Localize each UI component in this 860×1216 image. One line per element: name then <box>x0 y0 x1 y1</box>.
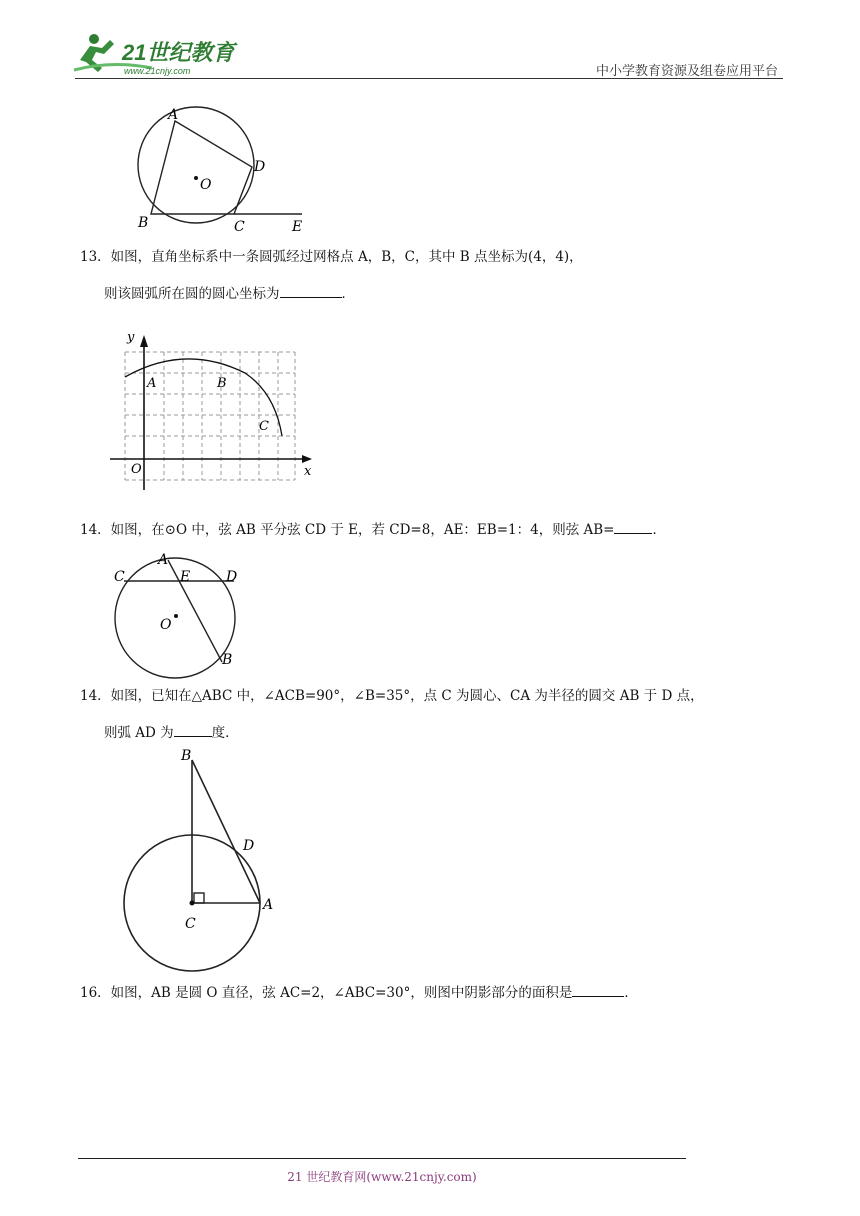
question-13-end: ． <box>341 286 355 302</box>
label-e: E <box>180 569 191 585</box>
label-e: E <box>292 219 303 235</box>
answer-blank-16[interactable] <box>572 982 624 997</box>
question-13-line2 <box>104 283 355 304</box>
figure-cyclic-quadrilateral <box>130 105 320 235</box>
label-a: A <box>158 552 169 568</box>
question-14a-text: 14．如图，在⊙O 中，弦 AB 平分弦 CD 于 E，若 CD=8，AE：EB=1：4，则弦 AB= <box>80 522 615 538</box>
question-14b-line1: 14．如图，已知在△ABC 中，∠ACB=90°，∠B=35°，点 C 为圆心、CA 为半径的圆交 AB 于 D 点， <box>80 688 704 704</box>
site-logo <box>72 30 242 78</box>
axis-y-label: y <box>127 330 135 345</box>
question-16-end: ． <box>624 985 638 1001</box>
label-d: D <box>226 569 238 585</box>
axis-x-label: x <box>304 464 312 479</box>
label-b: B <box>181 748 192 764</box>
answer-blank-14a[interactable] <box>614 519 652 534</box>
question-14b-line2 <box>104 722 239 743</box>
figure-circle-chords <box>110 548 245 680</box>
question-14a-line <box>80 519 666 540</box>
figure-right-triangle-circle <box>115 742 290 974</box>
figure-grid-arc <box>105 325 320 495</box>
question-14a-end: ． <box>652 522 666 538</box>
label-c: C <box>234 219 245 235</box>
question-14b-end: 度． <box>211 725 239 741</box>
footer-divider <box>78 1158 686 1159</box>
answer-blank-14b[interactable] <box>174 722 212 737</box>
question-16-line <box>80 982 638 1003</box>
point-c-label: C <box>259 419 269 434</box>
point-a-label: A <box>147 376 157 391</box>
label-b: B <box>222 652 233 668</box>
label-a: A <box>168 107 179 123</box>
label-d: D <box>254 159 266 175</box>
label-c: C <box>114 569 125 585</box>
label-d: D <box>243 838 255 854</box>
label-a: A <box>263 897 274 913</box>
question-13-line1: 13．如图，直角坐标系中一条圆弧经过网格点 A，B，C，其中 B 点坐标为(4，4)， <box>80 249 583 265</box>
question-13-text: 则该圆弧所在圆的圆心坐标为 <box>104 286 280 302</box>
logo-text: 21世纪教育 <box>122 40 235 65</box>
header-divider <box>75 78 783 79</box>
question-14b-text: 则弧 AD 为 <box>104 725 174 741</box>
label-b: B <box>138 215 149 231</box>
header-platform-name: 中小学教育资源及组卷应用平台 <box>595 64 778 79</box>
origin-label: O <box>131 462 142 477</box>
answer-blank-13[interactable] <box>280 283 342 298</box>
label-o: O <box>200 177 212 193</box>
logo-url: www.21cnjy.com <box>124 66 191 76</box>
point-b-label: B <box>217 376 227 391</box>
label-o: O <box>160 617 172 633</box>
label-c: C <box>185 916 196 932</box>
footer-link[interactable]: 21 世纪教育网(www.21cnjy.com) <box>287 1170 477 1184</box>
question-16-text: 16．如图，AB 是圆 O 直径，弦 AC=2，∠ABC=30°，则图中阴影部分的面积是 <box>80 985 573 1001</box>
